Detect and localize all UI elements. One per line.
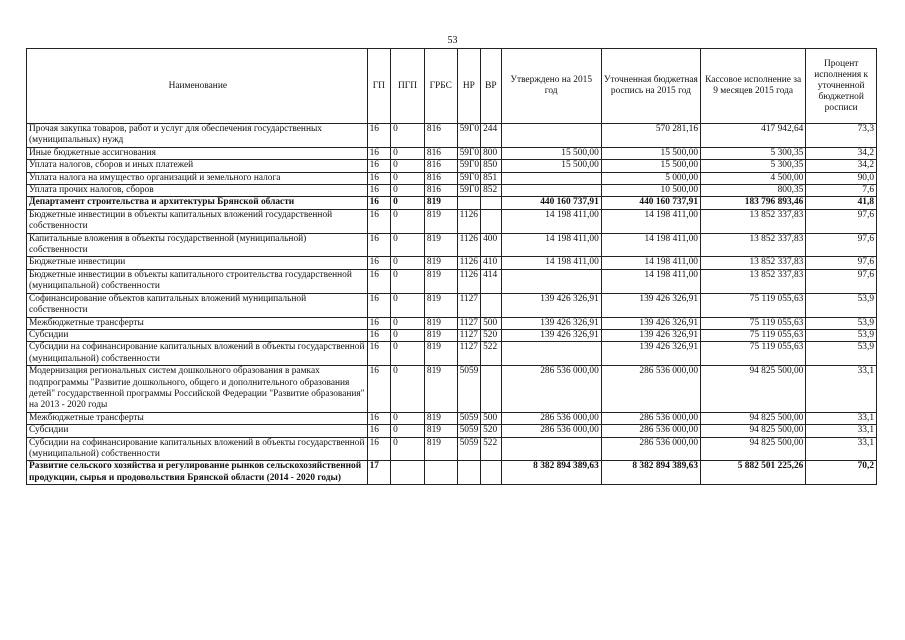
cell-executed: 75 119 055,63 [701, 342, 806, 366]
cell-approved [501, 269, 601, 293]
cell-refined: 139 426 326,91 [601, 329, 700, 341]
cell-percent: 73,3 [806, 124, 877, 148]
cell-ppgp: 0 [391, 124, 425, 148]
cell-approved [501, 437, 601, 461]
cell-np: 5059 [457, 412, 481, 424]
cell-executed: 75 119 055,63 [701, 293, 806, 317]
cell-refined: 139 426 326,91 [601, 317, 700, 329]
cell-ppgp: 0 [391, 329, 425, 341]
cell-refined: 14 198 411,00 [601, 209, 700, 233]
cell-executed: 94 825 500,00 [701, 437, 806, 461]
cell-refined: 8 382 894 389,63 [601, 461, 700, 485]
cell-executed: 75 119 055,63 [701, 317, 806, 329]
cell-ppgp: 0 [391, 185, 425, 197]
cell-grbs: 819 [424, 329, 457, 341]
cell-vr [481, 209, 501, 233]
cell-grbs: 819 [424, 269, 457, 293]
page-number: 53 [447, 35, 458, 46]
budget-table [26, 48, 877, 485]
cell-gp: 16 [367, 366, 391, 413]
cell-ppgp: 0 [391, 437, 425, 461]
cell-ppgp: 0 [391, 197, 425, 209]
header-executed: Кассовое исполнение за 9 месяцев 2015 года [701, 49, 806, 124]
cell-ppgp: 0 [391, 147, 425, 159]
cell-approved: 15 500,00 [501, 147, 601, 159]
cell-name: Субсидии [27, 329, 368, 341]
table-row [27, 329, 877, 341]
cell-percent: 97,6 [806, 209, 877, 233]
cell-vr: 852 [481, 185, 501, 197]
cell-np: 1127 [457, 317, 481, 329]
cell-executed: 94 825 500,00 [701, 425, 806, 437]
cell-np [457, 461, 481, 485]
cell-vr [481, 197, 501, 209]
cell-gp: 16 [367, 233, 391, 257]
cell-executed: 13 852 337,83 [701, 257, 806, 269]
table-row [27, 124, 877, 148]
cell-gp: 17 [367, 461, 391, 485]
cell-vr: 410 [481, 257, 501, 269]
cell-name: Уплата прочих налогов, сборов [27, 185, 368, 197]
cell-grbs: 819 [424, 209, 457, 233]
cell-vr: 400 [481, 233, 501, 257]
cell-grbs: 819 [424, 293, 457, 317]
cell-refined: 15 500,00 [601, 147, 700, 159]
cell-name: Уплата налога на имущество организаций и земельного налога [27, 172, 368, 184]
cell-percent: 41,8 [806, 197, 877, 209]
table-row [27, 342, 877, 366]
cell-executed: 5 300,35 [701, 147, 806, 159]
cell-refined: 14 198 411,00 [601, 269, 700, 293]
cell-gp: 16 [367, 257, 391, 269]
cell-np: 5059 [457, 437, 481, 461]
cell-percent: 34,2 [806, 147, 877, 159]
cell-name: Иные бюджетные ассигнования [27, 147, 368, 159]
cell-approved: 8 382 894 389,63 [501, 461, 601, 485]
cell-refined: 286 536 000,00 [601, 366, 700, 413]
cell-refined: 10 500,00 [601, 185, 700, 197]
cell-executed: 75 119 055,63 [701, 329, 806, 341]
cell-ppgp: 0 [391, 160, 425, 172]
header-ppgp: ПГП [391, 49, 425, 124]
cell-executed: 13 852 337,83 [701, 233, 806, 257]
cell-gp: 16 [367, 197, 391, 209]
cell-percent: 97,6 [806, 257, 877, 269]
cell-name: Софинансирование объектов капитальных вложений муниципальной собственности [27, 293, 368, 317]
cell-gp: 16 [367, 124, 391, 148]
cell-ppgp: 0 [391, 317, 425, 329]
cell-grbs: 819 [424, 412, 457, 424]
cell-executed: 13 852 337,83 [701, 269, 806, 293]
cell-name: Субсидии на софинансирование капитальных вложений в объекты государственной (муниципальной) собственности [27, 342, 368, 366]
cell-grbs: 816 [424, 147, 457, 159]
cell-gp: 16 [367, 437, 391, 461]
cell-gp: 16 [367, 209, 391, 233]
cell-approved [501, 342, 601, 366]
cell-percent: 97,6 [806, 269, 877, 293]
cell-vr: 500 [481, 317, 501, 329]
cell-grbs: 819 [424, 437, 457, 461]
cell-vr [481, 293, 501, 317]
header-approved: Утверждено на 2015 год [501, 49, 601, 124]
cell-ppgp: 0 [391, 412, 425, 424]
cell-executed: 94 825 500,00 [701, 366, 806, 413]
cell-percent: 34,2 [806, 160, 877, 172]
cell-gp: 16 [367, 147, 391, 159]
cell-vr [481, 366, 501, 413]
cell-grbs: 819 [424, 425, 457, 437]
cell-approved [501, 124, 601, 148]
cell-percent: 53,9 [806, 329, 877, 341]
cell-vr [481, 461, 501, 485]
cell-np: 1126 [457, 233, 481, 257]
cell-grbs: 816 [424, 172, 457, 184]
cell-approved: 15 500,00 [501, 160, 601, 172]
cell-np: 5059 [457, 425, 481, 437]
table-row [27, 366, 877, 413]
cell-ppgp: 0 [391, 269, 425, 293]
cell-name: Бюджетные инвестиции в объекты капитального строительства государственной (муниципальной) собственности [27, 269, 368, 293]
cell-refined: 570 281,16 [601, 124, 700, 148]
table-row [27, 197, 877, 209]
cell-percent: 33,1 [806, 437, 877, 461]
cell-gp: 16 [367, 293, 391, 317]
cell-refined: 139 426 326,91 [601, 342, 700, 366]
table-row [27, 209, 877, 233]
table-row [27, 412, 877, 424]
cell-vr: 850 [481, 160, 501, 172]
table-row [27, 461, 877, 485]
cell-percent: 97,6 [806, 233, 877, 257]
header-percent: Процент исполнения к уточненной бюджетной росписи [806, 49, 877, 124]
cell-vr: 414 [481, 269, 501, 293]
cell-refined: 14 198 411,00 [601, 257, 700, 269]
cell-gp: 16 [367, 185, 391, 197]
cell-approved: 139 426 326,91 [501, 317, 601, 329]
cell-executed: 5 300,35 [701, 160, 806, 172]
cell-vr: 520 [481, 425, 501, 437]
cell-np: 59Г0 [457, 147, 481, 159]
header-vr: ВР [481, 49, 501, 124]
cell-np: 59Г0 [457, 160, 481, 172]
cell-executed: 13 852 337,83 [701, 209, 806, 233]
cell-executed: 183 796 893,46 [701, 197, 806, 209]
cell-percent: 70,2 [806, 461, 877, 485]
table-row [27, 257, 877, 269]
cell-ppgp: 0 [391, 293, 425, 317]
cell-approved: 139 426 326,91 [501, 293, 601, 317]
cell-gp: 16 [367, 425, 391, 437]
table-row [27, 185, 877, 197]
cell-np: 1126 [457, 257, 481, 269]
table-row [27, 437, 877, 461]
cell-grbs [424, 461, 457, 485]
cell-grbs: 816 [424, 185, 457, 197]
table-row [27, 269, 877, 293]
table-header-row [27, 49, 877, 124]
header-gp: ГП [367, 49, 391, 124]
cell-grbs: 816 [424, 124, 457, 148]
cell-name: Уплата налогов, сборов и иных платежей [27, 160, 368, 172]
cell-name: Субсидии [27, 425, 368, 437]
table-row [27, 147, 877, 159]
cell-refined: 139 426 326,91 [601, 293, 700, 317]
cell-vr: 851 [481, 172, 501, 184]
cell-refined: 286 536 000,00 [601, 412, 700, 424]
cell-name: Бюджетные инвестиции в объекты капитальных вложений государственной собственности [27, 209, 368, 233]
cell-ppgp: 0 [391, 172, 425, 184]
cell-approved: 14 198 411,00 [501, 233, 601, 257]
table-row [27, 172, 877, 184]
cell-executed: 4 500,00 [701, 172, 806, 184]
cell-approved: 14 198 411,00 [501, 209, 601, 233]
cell-refined: 5 000,00 [601, 172, 700, 184]
cell-np: 59Г0 [457, 172, 481, 184]
cell-name: Департамент строительства и архитектуры Брянской области [27, 197, 368, 209]
cell-ppgp [391, 461, 425, 485]
cell-grbs: 819 [424, 342, 457, 366]
cell-grbs: 819 [424, 233, 457, 257]
cell-percent: 53,9 [806, 317, 877, 329]
cell-np: 1126 [457, 209, 481, 233]
cell-approved: 286 536 000,00 [501, 366, 601, 413]
cell-ppgp: 0 [391, 342, 425, 366]
cell-name: Развитие сельского хозяйства и регулирование рынков сельскохозяйственной продукции, сырья и продовольствия Брянской области (2014 - 2020 годы) [27, 461, 368, 485]
cell-vr: 522 [481, 342, 501, 366]
cell-np: 5059 [457, 366, 481, 413]
cell-ppgp: 0 [391, 425, 425, 437]
cell-approved [501, 185, 601, 197]
cell-percent: 53,9 [806, 293, 877, 317]
cell-vr: 522 [481, 437, 501, 461]
cell-name: Бюджетные инвестиции [27, 257, 368, 269]
cell-percent: 7,6 [806, 185, 877, 197]
cell-percent: 33,1 [806, 412, 877, 424]
cell-gp: 16 [367, 329, 391, 341]
cell-np [457, 197, 481, 209]
table-row [27, 317, 877, 329]
cell-executed: 800,35 [701, 185, 806, 197]
cell-grbs: 819 [424, 317, 457, 329]
cell-percent: 90,0 [806, 172, 877, 184]
cell-grbs: 816 [424, 160, 457, 172]
cell-grbs: 819 [424, 257, 457, 269]
cell-gp: 16 [367, 412, 391, 424]
cell-np: 59Г0 [457, 124, 481, 148]
cell-name: Межбюджетные трансферты [27, 412, 368, 424]
cell-refined: 286 536 000,00 [601, 437, 700, 461]
cell-np: 1127 [457, 329, 481, 341]
cell-gp: 16 [367, 317, 391, 329]
cell-grbs: 819 [424, 197, 457, 209]
cell-np: 1127 [457, 293, 481, 317]
cell-name: Капитальные вложения в объекты государственной (муниципальной) собственности [27, 233, 368, 257]
table-row [27, 425, 877, 437]
cell-refined: 440 160 737,91 [601, 197, 700, 209]
cell-np: 59Г0 [457, 185, 481, 197]
cell-executed: 94 825 500,00 [701, 412, 806, 424]
cell-gp: 16 [367, 160, 391, 172]
cell-name: Субсидии на софинансирование капитальных вложений в объекты государственной (муниципальной) собственности [27, 437, 368, 461]
cell-vr: 520 [481, 329, 501, 341]
cell-approved: 440 160 737,91 [501, 197, 601, 209]
header-np: НР [457, 49, 481, 124]
cell-name: Прочая закупка товаров, работ и услуг для обеспечения государственных (муниципальных) нужд [27, 124, 368, 148]
cell-approved: 14 198 411,00 [501, 257, 601, 269]
cell-gp: 16 [367, 269, 391, 293]
cell-vr: 244 [481, 124, 501, 148]
cell-np: 1126 [457, 269, 481, 293]
cell-ppgp: 0 [391, 209, 425, 233]
cell-executed: 417 942,64 [701, 124, 806, 148]
cell-percent: 53,9 [806, 342, 877, 366]
cell-refined: 286 536 000,00 [601, 425, 700, 437]
cell-gp: 16 [367, 172, 391, 184]
cell-percent: 33,1 [806, 366, 877, 413]
cell-ppgp: 0 [391, 257, 425, 269]
cell-approved [501, 172, 601, 184]
cell-gp: 16 [367, 342, 391, 366]
cell-refined: 14 198 411,00 [601, 233, 700, 257]
cell-grbs: 819 [424, 366, 457, 413]
cell-name: Межбюджетные трансферты [27, 317, 368, 329]
header-name: Наименование [27, 49, 368, 124]
cell-name: Модернизация региональных систем дошкольного образования в рамках подпрограммы "Развитие дошкольного, общего и дополнительного образования детей" государственной программы Российской Федерации "Развитие образования" на 2013 - 2020 годы [27, 366, 368, 413]
cell-ppgp: 0 [391, 233, 425, 257]
table-row [27, 160, 877, 172]
cell-vr: 500 [481, 412, 501, 424]
cell-np: 1127 [457, 342, 481, 366]
cell-vr: 800 [481, 147, 501, 159]
table-row [27, 233, 877, 257]
cell-approved: 286 536 000,00 [501, 425, 601, 437]
header-grbs: ГРБС [424, 49, 457, 124]
cell-ppgp: 0 [391, 366, 425, 413]
cell-approved: 286 536 000,00 [501, 412, 601, 424]
table-row [27, 293, 877, 317]
cell-approved: 139 426 326,91 [501, 329, 601, 341]
cell-executed: 5 882 501 225,26 [701, 461, 806, 485]
cell-percent: 33,1 [806, 425, 877, 437]
header-refined: Уточненная бюджетная роспись на 2015 год [601, 49, 700, 124]
cell-refined: 15 500,00 [601, 160, 700, 172]
